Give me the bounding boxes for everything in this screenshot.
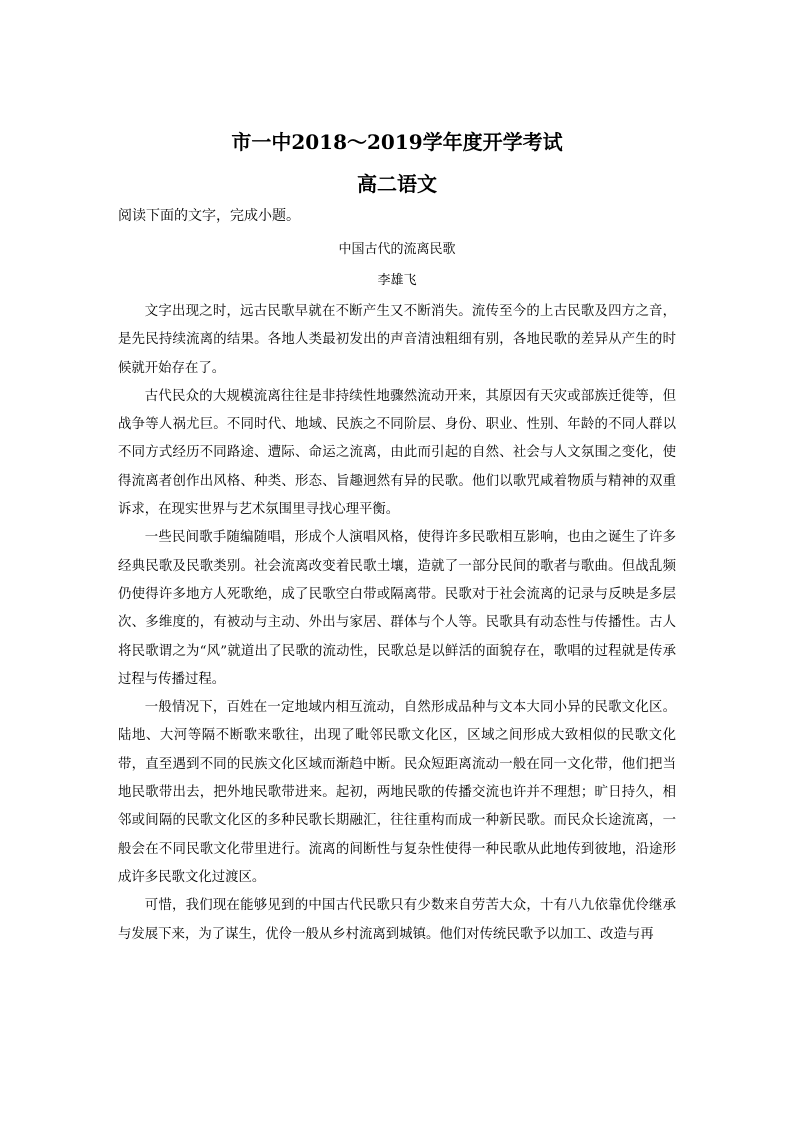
article-body	[118, 298, 676, 949]
exam-subtitle: 高二语文	[357, 172, 437, 196]
article-paragraph-5: 可惜，我们现在能够见到的中国古代民歌只有少数来自劳苦大众，十有八九依靠优伶继承与发展下来，为了谋生，优伶一般从乡村流离到城镇。他们对传统民歌予以加工、改造与再	[118, 898, 676, 942]
article-title: 中国古代的流离民歌	[338, 242, 456, 257]
article-author: 李雄飞	[377, 273, 417, 288]
article-paragraph-1: 文字出现之时，远古民歌早就在不断产生又不断消失。流传至今的上古民歌及四方之音，是先民持续流离的结果。各地人类最初发出的声音清浊粗细有别，各地民歌的差异从产生的时候就开始存在了。	[118, 304, 676, 376]
article-paragraph-4: 一般情况下，百姓在一定地域内相互流动，自然形成品种与文本大同小异的民歌文化区。陆地、大河等隔不断歌来歌往，出现了毗邻民歌文化区，区域之间形成大致相似的民歌文化带，直至遇到不同的民族文化区域而渐趋中断。民众短距离流动一般在同一文化带，他们把当地民歌带出去，把外地民歌带进来。起初，两地民歌的传播交流也许并不理想；旷日持久，相邻或间隔的民歌文化区的多种民歌长期融汇，往往重构而成一种新民歌。而民众长途流离，一般会在不同民歌文化带里进行。流离的间断性与复杂性使得一种民歌从此地传到彼地，沿途形成许多民歌文化过渡区。	[118, 700, 676, 885]
article-paragraph-2: 古代民众的大规模流离往往是非持续性地骤然流动开来，其原因有天灾或部族迁徙等，但战争等人祸尤巨。不同时代、地域、民族之不同阶层、身份、职业、性别、年龄的不同人群以不同方式经历不同路途、遭际、命运之流离，由此而引起的自然、社会与人文氛围之变化，使得流离者创作出风格、种类、形态、旨趣迥然有异的民歌。他们以歌咒咸着物质与精神的双重诉求，在现实世界与艺术氛围里寻找心理平衡。	[118, 388, 676, 518]
exam-title: 市一中2018～2019学年度开学考试	[231, 130, 563, 154]
reading-instruction: 阅读下面的文字，完成小题。	[118, 208, 300, 224]
article-paragraph-3: 一些民间歌手随编随唱，形成个人演唱风格，使得许多民歌相互影响，也由之诞生了许多经典民歌及民歌类别。社会流离改变着民歌土壤，造就了一部分民间的歌者与歌曲。但战乱频仍使得许多地方人死歌绝，成了民歌空白带或隔离带。民歌对于社会流离的记录与反映是多层次、多维度的，有被动与主动、外出与家居、群体与个人等。民歌具有动态性与传播性。古人将民歌谓之为“风”就道出了民歌的流动性，民歌总是以鲜活的面貌存在，歌唱的过程就是传承过程与传播过程。	[118, 530, 676, 687]
